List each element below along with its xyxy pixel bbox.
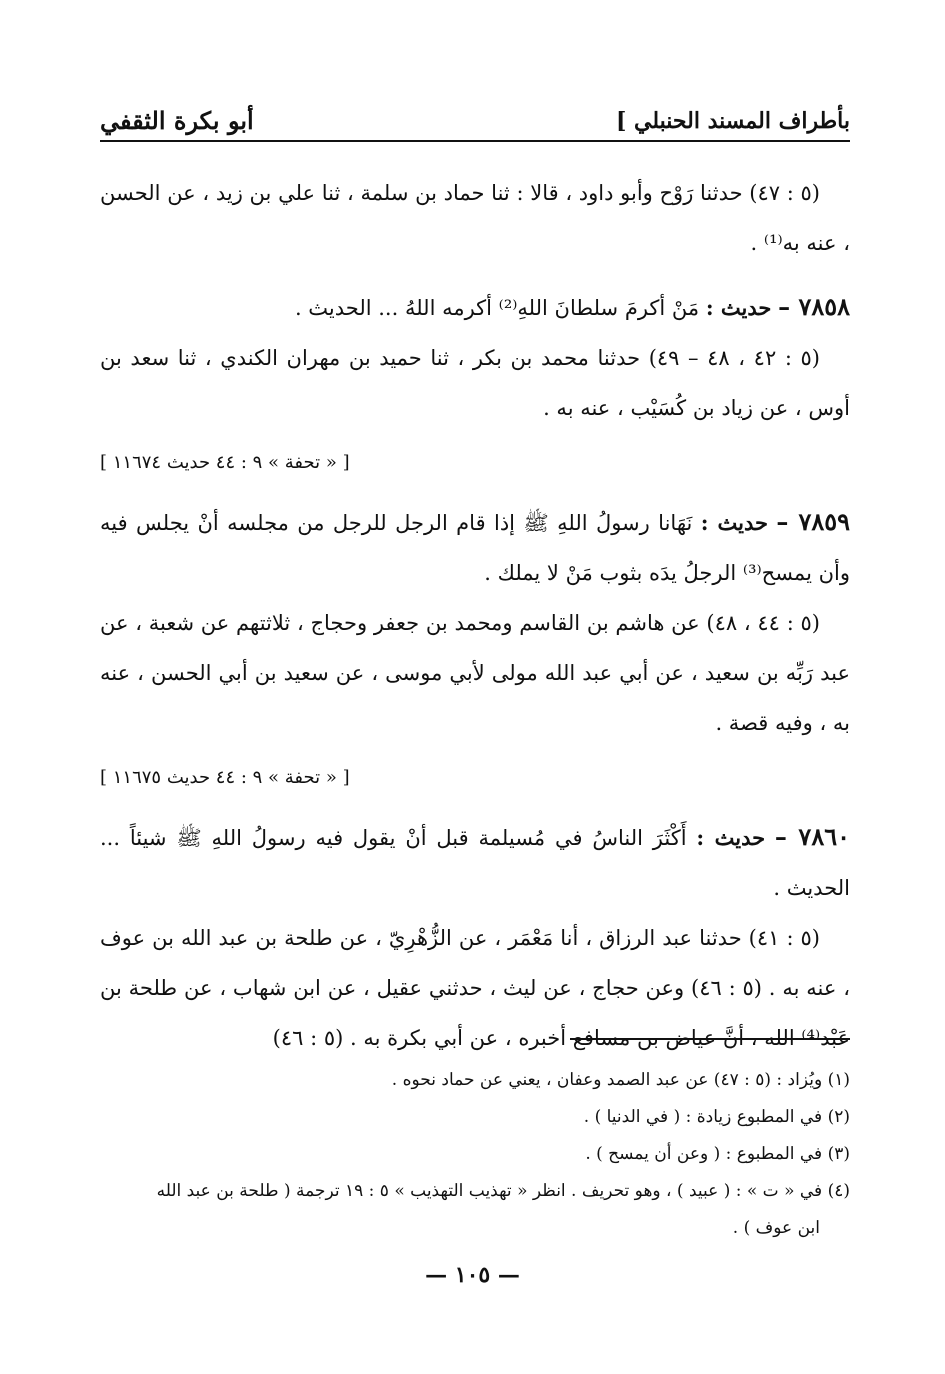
footnote-4-continued: ابن عوف ) . <box>732 1218 820 1238</box>
footnote-2: (٢) في المطبوع زيادة : ( في الدنيا ) . <box>583 1107 850 1127</box>
main-text <box>100 168 850 1063</box>
hadith-label: حديث : <box>696 825 766 850</box>
footnote-1: (١) ويُزاد : (٥ : ٤٧) عن عبد الصمد وعفان ، يعني عن حماد نحوه . <box>391 1070 850 1090</box>
header-book-title: بأطراف المسند الحنبلي ] <box>615 108 850 134</box>
hadith-number: ٧٨٥٩ – <box>776 507 850 536</box>
page-number: — ١٠٥ — <box>425 1262 520 1288</box>
hadith-text: أَكْثَرَ الناسُ في مُسيلمة قبل أنْ يقول فيه رسولُ اللهِ ﷺ شيئاً ... الحديث . <box>100 826 850 900</box>
hadith-text: نَهَانا رسولُ اللهِ ﷺ إذا قام الرجل للرجل من مجلسه أنْ يجلس فيه وأن يمسح⁽³⁾ الرجلُ يدَه بثوب مَنْ لا يملك . <box>100 511 850 585</box>
hadith-text: مَنْ أكرمَ سلطانَ اللهِ⁽²⁾ أكرمه اللهُ ... الحديث . <box>294 296 700 320</box>
footnote-separator <box>570 1038 850 1040</box>
paragraph-chain-1: (٥ : ٤٧) حدثنا رَوْح وأبو داود ، قالا : ثنا حماد بن سلمة ، ثنا علي بن زيد ، عن الحسن ، عنه به⁽¹⁾ . <box>100 181 850 255</box>
footnote-3: (٣) في المطبوع : ( وعن أن يمسح ) . <box>585 1144 850 1164</box>
tuhfa-reference: [ « تحفة » ٩ : ٤٤ حديث ١١٦٧٥ ] <box>100 767 350 788</box>
tuhfa-reference: [ « تحفة » ٩ : ٤٤ حديث ١١٦٧٤ ] <box>100 452 350 473</box>
hadith-7858 <box>100 282 850 333</box>
hadith-number: ٧٨٥٨ – <box>778 292 850 321</box>
paragraph-chain-3: (٥ : ٤٤ ، ٤٨) عن هاشم بن القاسم ومحمد بن جعفر وحجاج ، ثلاثتهم عن شعبة ، عن عبد رَبِّه بن سعيد ، عن أبي عبد الله مولى لأبي موسى ، عن سعيد بن أبي الحسن ، عنه به ، وفيه قصة . <box>100 611 850 735</box>
paragraph-chain-4: (٥ : ٤١) حدثنا عبد الرزاق ، أنا مَعْمَر ، عن الزُّهْرِيّ ، عن طلحة بن عبد الله بن عوف ، عنه به . (٥ : ٤٦) وعن حجاج ، عن ليث ، حدثني عقيل ، عن ابن شهاب ، عن طلحة بن عَبْد⁽⁴⁾ الله ، أنَّ عياض بن مسافع أخبره ، عن أبي بكرة به . (٥ : ٤٦) <box>100 926 850 1050</box>
header-chapter-title: أبو بكرة الثقفي <box>100 106 254 135</box>
page-header <box>100 100 850 142</box>
hadith-7859 <box>100 497 850 598</box>
paragraph-chain-2: (٥ : ٤٢ ، ٤٨ – ٤٩) حدثنا محمد بن بكر ، ثنا حميد بن مهران الكندي ، ثنا سعد بن أوس ، عن زياد بن كُسَيْب ، عنه به . <box>100 346 850 420</box>
hadith-7860 <box>100 812 850 913</box>
hadith-label: حديث : <box>700 510 768 535</box>
hadith-number: ٧٨٦٠ – <box>774 822 850 851</box>
footnote-4: (٤) في « ت » : ( عبيد ) ، وهو تحريف . انظر « تهذيب التهذيب » ٥ : ١٩ ترجمة ( طلحة بن عبد الله <box>156 1181 850 1201</box>
footnotes <box>100 1062 850 1247</box>
hadith-label: حديث : <box>705 295 772 320</box>
